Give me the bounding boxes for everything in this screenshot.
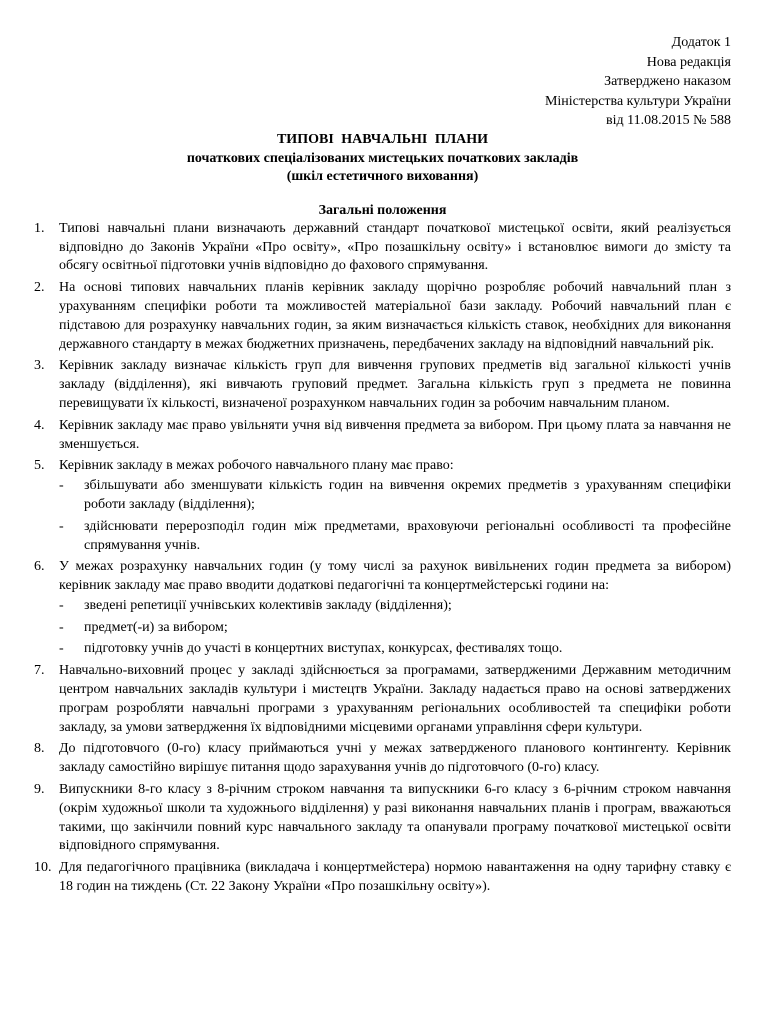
list-item-text: Навчально-виховний процес у закладі здійснюється за програмами, затвердженими Державним методичним центром навчальних закладів культури і мистецтв України. Закладу надається право на основі затверджених програм розробляти навчальні програми з урахуванням регіональних особливостей та специфіки роботи закладу, за умови затвердження їх відповідними місцевими органами управління сфери культури.: [59, 663, 731, 735]
order-date-label: від 11.08.2015 № 588: [606, 113, 731, 129]
edition-label: Нова редакція: [646, 54, 731, 70]
list-item: [34, 740, 731, 778]
list-item-number: 10.: [34, 860, 52, 876]
list-item-number: 3.: [34, 358, 45, 374]
sub-list: [59, 477, 731, 555]
list-item: [34, 357, 731, 413]
section-heading: Загальні положення: [318, 202, 447, 218]
list-item-text: Для педагогічного працівника (викладача і концертмейстера) нормою навантаження на одну тарифну ставку є 18 годин на тиждень (Ст. 22 Закону України «Про позашкільну освіту»).: [59, 860, 731, 895]
list-item-text: Керівник закладу має право увільняти учня від вивчення предмета за вибором. При цьому плата за навчання не зменшується.: [59, 417, 731, 452]
sub-list-dash: -: [59, 619, 64, 635]
ministry-label: Міністерства культури України: [544, 93, 731, 109]
list-item-text: Типові навчальні плани визначають державний стандарт початкової мистецької освіти, який реалізується відповідно до Законів України «Про освіту», «Про позашкільну освіту» і встановлює вимоги до змісту та обсягу освітньої підготовки учнів відповідно до фахового спрямування.: [59, 220, 731, 274]
list-item: [34, 220, 731, 276]
sub-list: [59, 597, 731, 659]
provisions-list: [34, 220, 731, 897]
list-item: [34, 457, 731, 555]
sub-list-item: [59, 597, 731, 616]
list-item: [34, 417, 731, 455]
list-item-text: На основі типових навчальних планів керівник закладу щорічно розробляє робочий навчальний план з урахуванням специфіки роботи та можливостей матеріальної бази закладу. Робочий навчальний план є підставою для розрахунку навчальних годин, за яким визначається кількість ставок, необхідних для виконання державного стандарту в межах бюджетних призначень, передбачених закладу на відповідний навчальний рік.: [59, 280, 731, 352]
sub-list-dash: -: [59, 478, 64, 494]
title-main: ТИПОВІ НАВЧАЛЬНІ ПЛАНИ: [276, 131, 489, 147]
sub-list-text: підготовку учнів до участі в концертних виступах, конкурсах, фестивалях тощо.: [84, 641, 563, 657]
sub-list-text: зведені репетиції учнівських колективів закладу (відділення);: [84, 597, 452, 613]
title-subtitle-note: (шкіл естетичного виховання): [286, 169, 479, 185]
sub-list-item: [59, 640, 731, 659]
sub-list-item: [59, 477, 731, 515]
list-item: [34, 781, 731, 856]
list-item: [34, 662, 731, 737]
sub-list-text: збільшувати або зменшувати кількість годин на вивчення окремих предметів з урахуванням специфіки роботи закладу (відділення);: [84, 478, 731, 512]
list-item-text: Керівник закладу в межах робочого навчального плану має право:: [59, 458, 454, 474]
list-item: [34, 279, 731, 354]
sub-list-text: здійснювати перерозподіл годин між предметами, враховуючи регіональні особливості та професійне спрямування учнів.: [84, 518, 731, 553]
list-item: [34, 859, 731, 897]
title-subtitle: початкових спеціалізованих мистецьких початкових закладів: [186, 150, 579, 166]
list-item-text: Керівник закладу визначає кількість груп для вивчення групових предметів від загальної кількості учнів закладу (відділення), які вивчають груповий предмет. Загальна кількість груп з предмета не повинна перевищувати їх кількості, визначеної розрахунком навчальних годин за робочим навчальним планом.: [59, 358, 731, 411]
list-item-number: 2.: [34, 280, 45, 296]
appendix-label: Додаток 1: [671, 35, 731, 50]
sub-list-dash: -: [59, 641, 64, 657]
list-item-number: 1.: [34, 220, 45, 236]
list-item-number: 8.: [34, 741, 45, 757]
list-item-number: 5.: [34, 458, 45, 474]
sub-list-text: предмет(-и) за вибором;: [84, 619, 228, 635]
approved-by-label: Затверджено наказом: [604, 74, 731, 90]
sub-list-dash: -: [59, 597, 64, 613]
list-item-number: 9.: [34, 782, 45, 798]
sub-list-item: [59, 518, 731, 556]
sub-list-item: [59, 619, 731, 638]
approval-block: [34, 33, 731, 131]
list-item: [34, 558, 731, 659]
list-item-text: Випускники 8-го класу з 8-річним строком навчання та випускники 6-го класу з 6-річним строком навчання (окрім художньої школи та художнього відділення) у разі виконання навчальних планів і програм, вважаються такими, що закінчили повний курс навчального закладу та опанували програму початкової мистецької освіти відповідного спрямування.: [59, 782, 731, 854]
list-item-number: 4.: [34, 417, 45, 433]
sub-list-dash: -: [59, 518, 64, 534]
list-item-number: 6.: [34, 559, 45, 575]
document-title: [34, 131, 731, 187]
list-item-number: 7.: [34, 663, 45, 679]
list-item-text: До підготовчого (0-го) класу приймаються учні у межах затвердженого планового контингенту. Керівник закладу самостійно вирішує питання щодо зарахування учнів до підготовчого (0-го) класу.: [59, 741, 731, 776]
list-item-text: У межах розрахунку навчальних годин (у тому числі за рахунок вивільнених годин предмета за вибором) керівник закладу має право вводити додаткові педагогічні та концертмейстерські години на:: [59, 559, 731, 594]
